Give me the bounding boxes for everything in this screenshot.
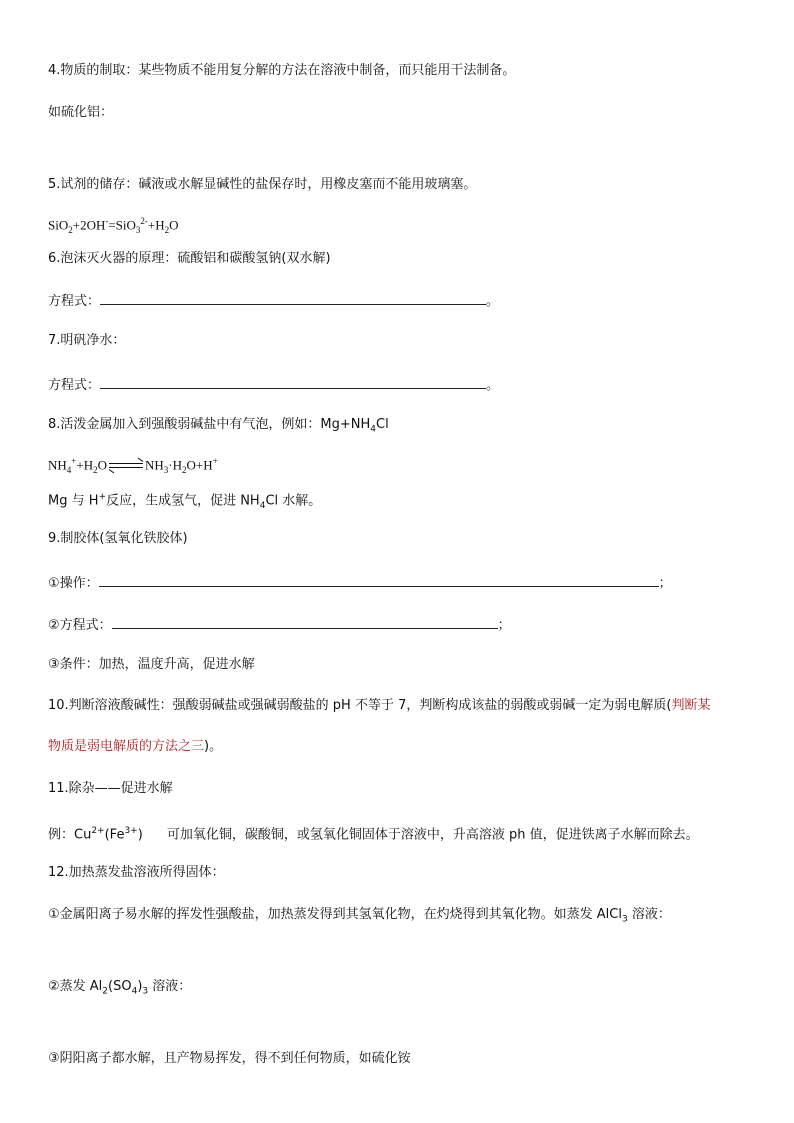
- item7-answer-blank[interactable]: [100, 374, 486, 389]
- item4-text: 4.物质的制取：某些物质不能用复分解的方法在溶液中制备，而只能用干法制备。: [48, 63, 516, 78]
- item6-answer-blank[interactable]: [100, 290, 486, 305]
- item8-text: 8.活泼金属加入到强酸弱碱盐中有气泡，例如：$Mg+NH_4Cl$: [48, 417, 389, 435]
- item9-equation-blank[interactable]: [112, 614, 498, 629]
- item6-equation-line: 方程式： 。: [48, 290, 499, 311]
- item12-text: 12.加热蒸发盐溶液所得固体：: [48, 865, 225, 880]
- item7-equation-line: 方程式： 。: [48, 374, 499, 395]
- item4-example: 如硫化铝：: [48, 105, 114, 120]
- item9-condition: ③条件：加热，温度升高，促进水解: [48, 657, 255, 672]
- item12-point1: ①金属阳离子易水解的挥发性强酸盐，加热蒸发得到其氢氧化物，在灼烧得到其氧化物。如蒸发 AlCl$_3$ 溶液：: [48, 907, 671, 925]
- item9-operation-line: ①操作： ；: [48, 572, 672, 593]
- reversible-arrow-icon: [109, 460, 143, 472]
- item9-equation-line: ②方程式： ；: [48, 614, 511, 635]
- item12-point2: ②蒸发 $Al_2(SO_4)_3$ 溶液：: [48, 979, 192, 997]
- item5-equation: $SiO_2+2OH^-=SiO_3^{2-}+H_2O$: [48, 216, 179, 235]
- item11-text: 11.除杂——促进水解: [48, 781, 173, 796]
- item11-example: 例：$Cu^{2+}(Fe^{3+})$ 可加氧化铜，碳酸铜，或氢氧化铜固体于溶液中，升高溶液 ph 值，促进铁离子水解而除去。: [48, 826, 699, 843]
- item8-equation: $NH_4^++H_2O$ $NH_3\cdot H_2O+H^+$: [48, 456, 218, 475]
- item9-operation-blank[interactable]: [99, 572, 659, 587]
- item12-point3: ③阴阳离子都水解，且产物易挥发，得不到任何物质，如硫化铵: [48, 1051, 411, 1066]
- item10-text-cont: 物质是弱电解质的方法之三)。: [48, 739, 223, 754]
- item6-text: 6.泡沫灭火器的原理：硫酸铝和碳酸氢钠(双水解): [48, 251, 331, 266]
- item7-text: 7.明矾净水：: [48, 333, 126, 348]
- item10-text: 10.判断溶液酸碱性：强酸弱碱盐或强碱弱酸盐的 pH 不等于 7，判断构成该盐的弱酸或弱碱一定为弱电解质(判断某: [48, 698, 711, 713]
- item5-text: 5.试剂的储存：碱液或水解显碱性的盐保存时，用橡皮塞而不能用玻璃塞。: [48, 177, 477, 192]
- item9-text: 9.制胶体(氢氧化铁胶体): [48, 531, 188, 546]
- item8-note: Mg 与 H+反应，生成氢气，促进 $NH_4Cl$ 水解。: [48, 492, 322, 511]
